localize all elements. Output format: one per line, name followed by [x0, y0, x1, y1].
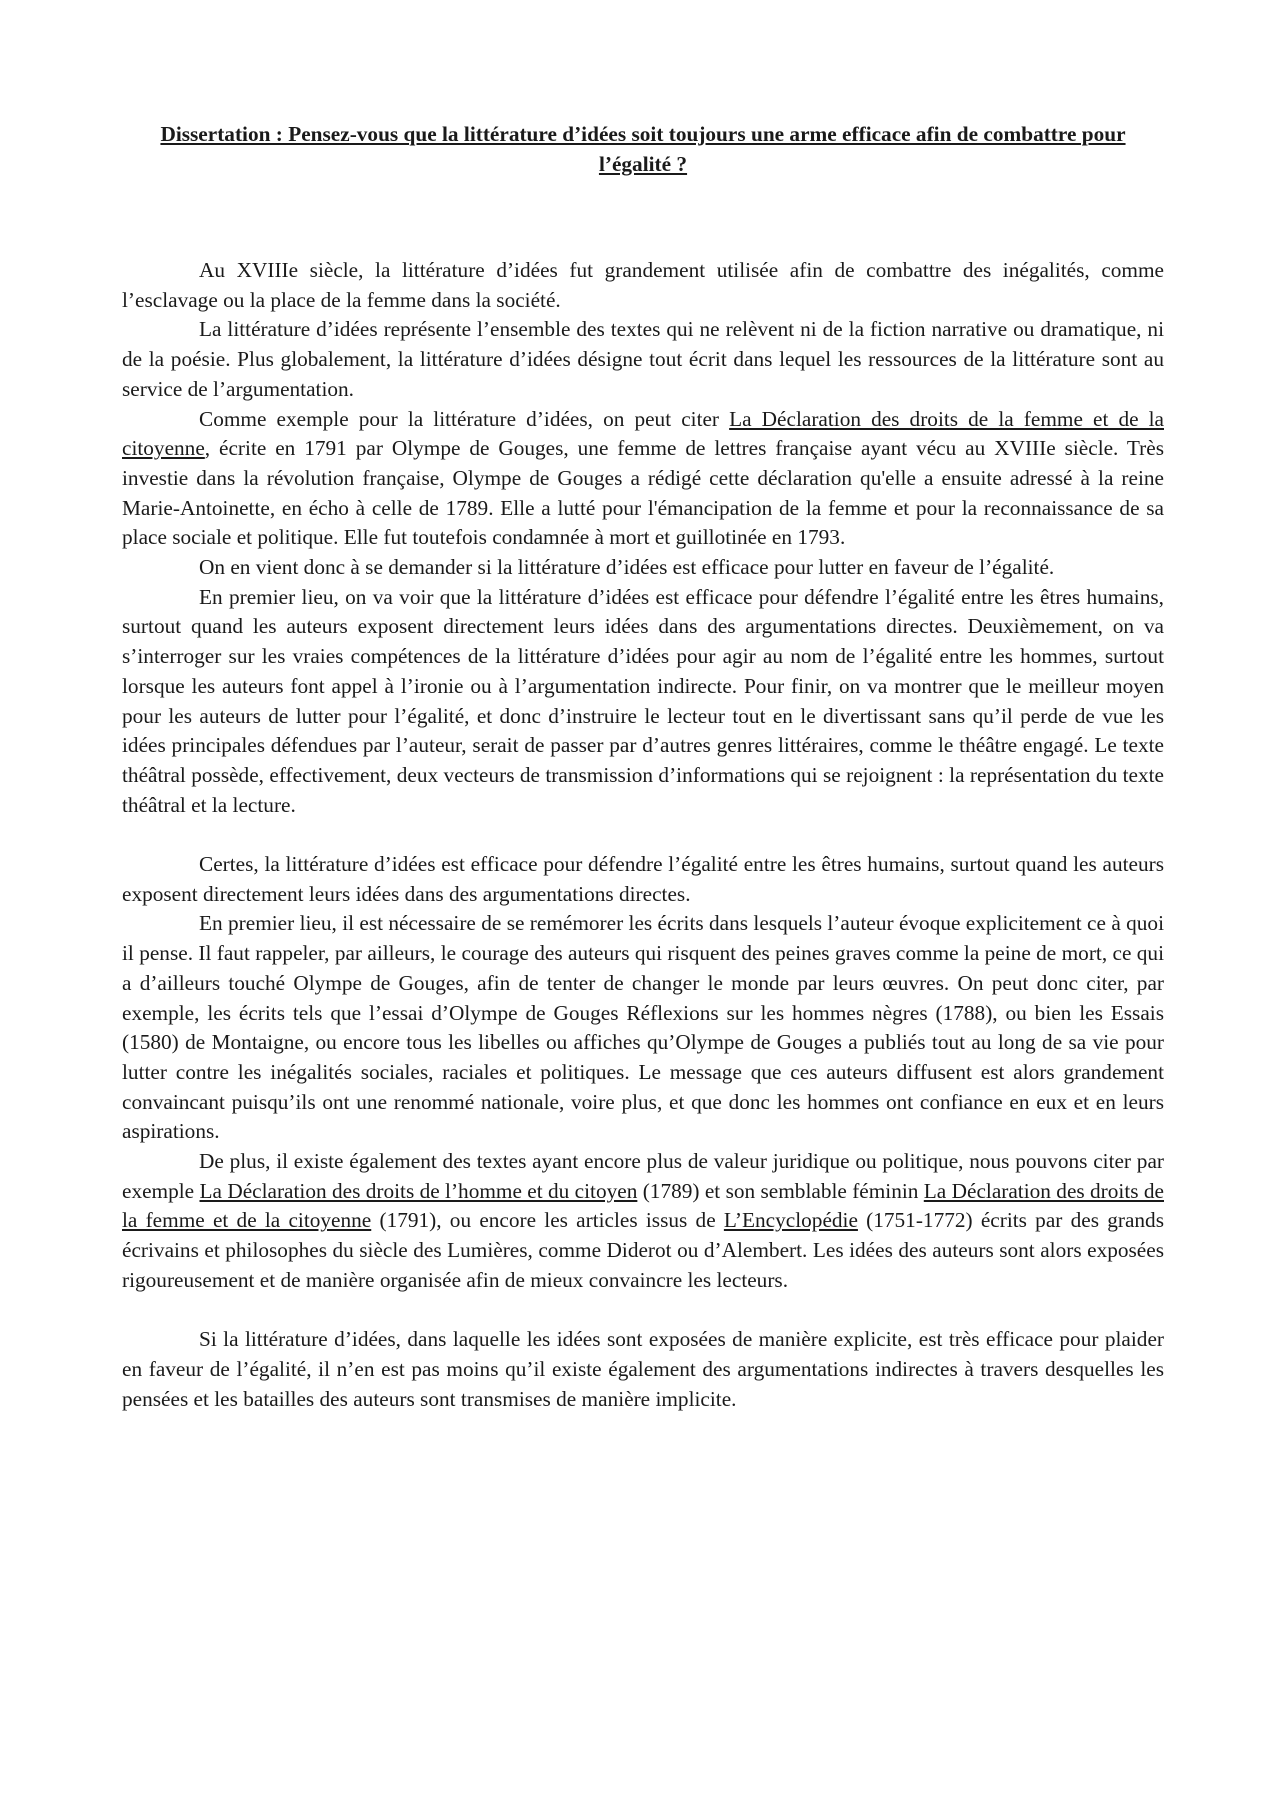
part1-argument-paragraph: En premier lieu, il est nécessaire de se remémorer les écrits dans lesquels l’auteur évoque explicitement ce à quoi il pense. Il faut rappeler, par ailleurs, le courage des auteurs qui risquent des peines graves comme la peine de mort, ce qui a d’ailleurs touché Olympe de Gouges, afin de tenter de changer le monde par leurs œuvres. On peut donc citer, par exemple, les écrits tels que l’essai d’Olympe de Gouges Réflexions sur les hommes nègres (1788), ou bien les Essais (1580) de Montaigne, ou encore tous les libelles ou affiches qu’Olympe de Gouges a publiés tout au long de sa vie pour lutter contre les inégalités sociales, raciales et politiques. Le message que ces auteurs diffusent est alors grandement convaincant puisqu’ils ont une renommé nationale, voire plus, et que donc les hommes ont confiance en eux et en leurs aspirations. [122, 911, 1164, 1144]
text-span: , écrite en 1791 par Olympe de Gouges, une femme de lettres française ayant vécu au XVIIIe siècle. Très investie dans la révolution française, Olympe de Gouges a rédigé cette déclaration qu'elle a ensuite adressé à la reine Marie-Antoinette, en écho à celle de 1789. Elle a lutté pour l'émancipation de la femme et pour la reconnaissance de sa place sociale et politique. Elle fut toutefois condamnée à mort et guillotinée en 1793. [122, 436, 1164, 550]
text-span: (1791), ou encore les articles issus de [371, 1208, 724, 1233]
transition-paragraph: Si la littérature d’idées, dans laquelle les idées sont exposées de manière explicite, est très efficace pour plaider en faveur de l’égalité, il n’en est pas moins qu’il existe également des argumentations indirectes à travers desquelles les pensées et les batailles des auteurs sont transmises de manière implicite. [122, 1327, 1164, 1411]
paragraph-gap [122, 1296, 1164, 1326]
work-title: La Déclaration des droits de la femme et de la citoyenne [122, 1178, 1164, 1233]
text-span: (1789) et son semblable féminin [637, 1178, 924, 1203]
text-span: Comme exemple pour la littérature d’idées, on peut citer [199, 406, 730, 431]
text-span: (1751-1772) écrits par des grands écrivains et philosophes du siècle des Lumières, comme Diderot ou d’Alembert. Les idées des auteurs sont alors exposées rigoureusement et de manière organisée afin de mieux convaincre les lecteurs. [122, 1208, 1164, 1292]
work-title: L’Encyclopédie [723, 1208, 858, 1233]
intro-paragraph-problematic: On en vient donc à se demander si la littérature d’idées est efficace pour lutter en faveur de l’égalité. [199, 555, 1055, 580]
work-title: La Déclaration des droits de la femme et de la citoyenne [122, 406, 1164, 461]
page-title: Dissertation : Pensez-vous que la littérature d’idées soit toujours une arme efficace afin de combattre pour l’égalité ? [160, 122, 1126, 176]
part1-second-argument-paragraph [122, 1147, 1164, 1296]
intro-paragraph-context: Au XVIIIe siècle, la littérature d’idées fut grandement utilisée afin de combattre des inégalités, comme l’esclavage ou la place de la femme dans la société. [122, 258, 1164, 312]
intro-paragraph-plan: En premier lieu, on va voir que la littérature d’idées est efficace pour défendre l’égalité entre les êtres humains, surtout quand les auteurs exposent directement leurs idées dans des argumentations directes. Deuxièmement, on va s’interroger sur les vraies compétences de la littérature d’idées pour agir au nom de l’égalité entre les hommes, surtout lorsque les auteurs font appel à l’ironie ou à l’argumentation indirecte. Pour finir, on va montrer que le meilleur moyen pour les auteurs de lutter pour l’égalité, et donc d’instruire le lecteur tout en le divertissant sans qu’il perde de vue les idées principales défendues par l’auteur, serait de passer par d’autres genres littéraires, comme le théâtre engagé. Le texte théâtral possède, effectivement, deux vecteurs de transmission d’informations qui se rejoignent : la représentation du texte théâtral et la lecture. [122, 584, 1164, 817]
intro-paragraph-example [122, 405, 1164, 554]
text-span: De plus, il existe également des textes ayant encore plus de valeur juridique ou politique, nous pouvons citer par exemple [122, 1149, 1164, 1203]
work-title: La Déclaration des droits de l’homme et du citoyen [199, 1178, 638, 1203]
intro-paragraph-definition: La littérature d’idées représente l’ensemble des textes qui ne relèvent ni de la fiction narrative ou dramatique, ni de la poésie. Plus globalement, la littérature d’idées désigne tout écrit dans lequel les ressources de la littérature sont au service de l’argumentation. [122, 317, 1164, 401]
paragraph-gap [122, 820, 1164, 850]
document-page [122, 120, 1164, 1414]
part1-thesis-paragraph: Certes, la littérature d’idées est efficace pour défendre l’égalité entre les êtres humains, surtout quand les auteurs exposent directement leurs idées dans des argumentations directes. [122, 852, 1164, 906]
